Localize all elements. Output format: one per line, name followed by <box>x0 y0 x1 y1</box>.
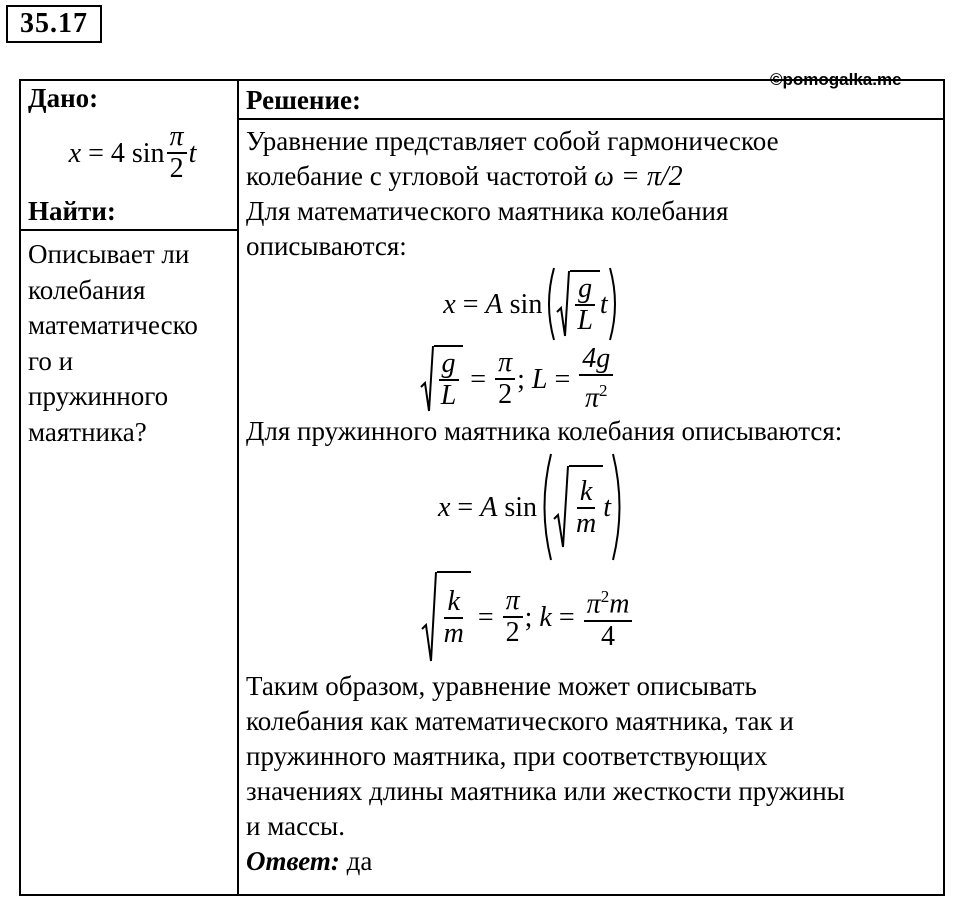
mf1-sqrt <box>556 270 600 338</box>
mf2-sep: ; <box>517 363 525 395</box>
header-separator <box>239 118 943 120</box>
mf1-den: L <box>577 305 593 336</box>
answer-label: Ответ: <box>246 846 340 876</box>
problem-number: 35.17 <box>6 5 102 43</box>
conclusion-line: значениях длины маятника или жесткости пружины <box>246 776 845 806</box>
find-line: го и <box>28 345 74 376</box>
mf2-sqrt <box>420 345 464 413</box>
sqrt-icon <box>420 345 434 413</box>
answer-line <box>246 844 939 879</box>
sf1-eq: = <box>457 491 474 523</box>
answer-value: да <box>346 846 373 876</box>
sf1-den: m <box>576 508 597 539</box>
conclusion-line: пружинного маятника, при соответствующих <box>246 741 768 771</box>
right-paren-icon <box>611 452 627 562</box>
left-paren-icon <box>542 266 556 342</box>
mf2-r2den-exp: 2 <box>599 381 608 401</box>
find-line: Описывает ли <box>28 239 190 269</box>
sf2-r2den: 4 <box>601 620 616 652</box>
find-line: пружинного <box>28 381 169 411</box>
sf1-num: k <box>577 477 595 509</box>
mf2-den: L <box>440 380 457 411</box>
mf1-eq: = <box>462 288 479 320</box>
given-eq: = <box>88 137 104 169</box>
sf2-rden: 2 <box>505 617 520 648</box>
intro-line: Уравнение представляет собой гармоническое <box>246 126 779 156</box>
math-pendulum-line: Для математического маятника колебания <box>246 196 729 226</box>
math-formula-1 <box>246 264 819 344</box>
sqrt-icon <box>421 571 437 663</box>
sf2-rnum: π <box>503 586 523 618</box>
mf2-var: L <box>531 363 548 395</box>
sf2-sqrt <box>421 571 471 663</box>
spring-formula-1 <box>246 449 819 565</box>
sf1-var: t <box>603 491 612 523</box>
sf2-r2num-exp: 2 <box>600 587 610 607</box>
given-fraction <box>167 122 187 184</box>
mf2-rnum: π <box>495 348 515 380</box>
spring-pendulum-line: Для пружинного маятника колебания описываются: <box>246 416 843 446</box>
watermark: ©pomogalka.me <box>770 70 902 89</box>
find-header: Найти: <box>28 196 116 226</box>
given-var: t <box>188 137 197 169</box>
mf2-num: g <box>439 349 459 381</box>
solution-table <box>19 79 945 896</box>
sf2-r2num-base: π <box>586 588 601 620</box>
mf1-func: sin <box>509 288 543 320</box>
find-line: колебания <box>28 274 146 305</box>
given-frac-num: π <box>167 122 187 154</box>
conclusion-line: и массы. <box>246 811 345 841</box>
find-separator <box>21 229 237 231</box>
sf2-num: k <box>444 587 462 619</box>
given-func: sin <box>131 137 165 169</box>
right-column <box>238 80 944 895</box>
given-lhs: x <box>68 137 82 169</box>
conclusion-text <box>246 669 939 879</box>
mf1-A: A <box>485 288 503 320</box>
intro-line <box>246 159 939 194</box>
sf2-eq2: = <box>558 601 575 633</box>
find-line: математическо <box>28 310 198 340</box>
sf2-var: k <box>539 601 552 633</box>
given-header: Дано: <box>28 83 99 113</box>
mf2-r2den: π <box>585 382 600 414</box>
sf2-sep: ; <box>524 601 533 633</box>
left-paren-icon <box>537 452 553 562</box>
math-pendulum-line: описываются: <box>246 231 407 261</box>
sf1-sqrt <box>553 465 603 549</box>
conclusion-line: Таким образом, уравнение может описывать <box>246 671 757 701</box>
left-column <box>20 80 238 895</box>
mf2-eq: = <box>470 363 487 395</box>
intro-line-text: колебание с угловой частотой <box>246 161 588 191</box>
sf2-eq: = <box>477 601 494 633</box>
mf1-var: t <box>599 288 608 320</box>
given-formula <box>28 116 237 190</box>
sqrt-icon <box>553 465 569 549</box>
sf2-r2num-m: m <box>609 588 630 620</box>
intro-text <box>246 124 939 264</box>
sf1-func: sin <box>504 491 537 523</box>
solution-header: Решение: <box>246 85 361 115</box>
given-frac-den: 2 <box>169 153 184 184</box>
spring-formula-2 <box>246 565 809 669</box>
mf1-lhs: x <box>443 288 456 320</box>
conclusion-line: колебания как математического маятника, так и <box>246 706 794 736</box>
find-line: маятника? <box>28 416 147 447</box>
find-text <box>28 237 237 450</box>
mf1-num: g <box>575 274 595 306</box>
mf2-r2num: 4g <box>579 344 613 376</box>
mf2-eq2: = <box>554 363 571 395</box>
sf1-lhs: x <box>437 491 451 523</box>
sf1-A: A <box>480 491 498 523</box>
math-formula-2 <box>246 344 789 414</box>
sqrt-icon <box>556 270 570 338</box>
given-coef: 4 <box>110 137 125 169</box>
sf2-den: m <box>443 618 464 649</box>
right-paren-icon <box>608 266 622 342</box>
omega-equation: ω = π/2 <box>594 161 683 192</box>
mf2-rden: 2 <box>498 379 513 410</box>
